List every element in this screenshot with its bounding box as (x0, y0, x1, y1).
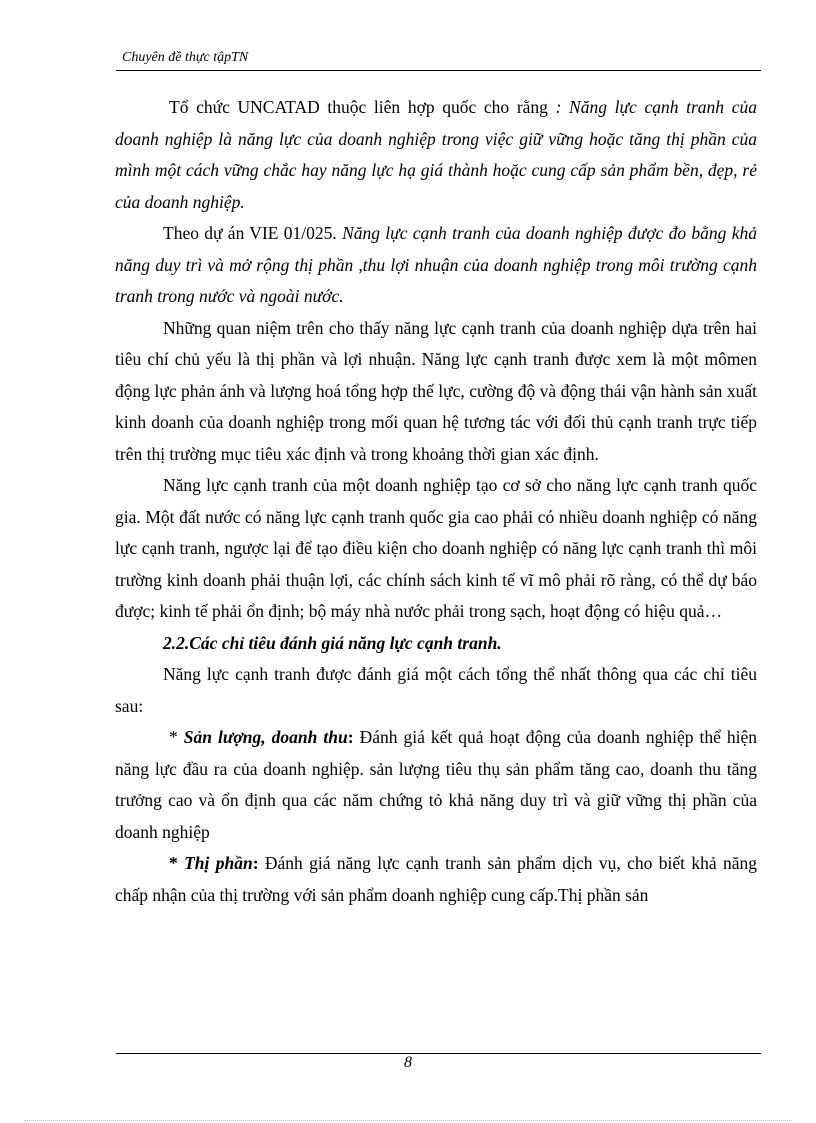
page-number: 8 (404, 1054, 412, 1071)
paragraph-lead: Theo dự án VIE 01/025. (163, 223, 343, 243)
running-header: Chuyên đề thực tậpTN (122, 50, 249, 65)
criterion-market-share (115, 848, 757, 911)
criterion-colon: : (252, 853, 265, 873)
criterion-term: Sản lượng, doanh thu (183, 727, 348, 747)
definition-quote: Năng lực cạnh tranh của doanh nghiệp được đo bằng khả năng duy trì và mở rộng thị phần ,thu lợi nhuận của doanh nghiệp trong môi trường cạnh tranh trong nước và ngoài nước. (115, 223, 757, 306)
header-divider (116, 70, 761, 71)
criterion-output-revenue (115, 722, 757, 848)
criterion-term: Thị phần (184, 853, 253, 873)
paragraph-concepts: Những quan niệm trên cho thấy năng lực cạnh tranh của doanh nghiệp dựa trên hai tiêu chí chủ yếu là thị phần và lợi nhuận. Năng lực cạnh tranh được xem là một mômen động lực phản ánh và lượng hoá tổng hợp thế lực, cường độ và động thái vận hành sản xuất kinh doanh của doanh nghiệp trong mối quan hệ tương tác với đối thủ cạnh tranh trực tiếp trên thị trường mục tiêu xác định và trong khoảng thời gian xác định. (115, 317, 757, 464)
section-heading: 2.2.Các chỉ tiêu đánh giá năng lực cạnh tranh. (163, 632, 502, 653)
paragraph-vie-project (115, 218, 757, 313)
paragraph-criteria-intro: Năng lực cạnh tranh được đánh giá một cách tổng thể nhất thông qua các chỉ tiêu sau: (115, 664, 757, 716)
criterion-text: Đánh giá năng lực cạnh tranh sản phẩm dịch vụ, cho biết khả năng chấp nhận của thị trường với sản phẩm doanh nghiệp cung cấp.Thị phần sản (115, 853, 757, 905)
paragraph-uncatad (115, 92, 757, 218)
definition-quote: : Năng lực cạnh tranh của doanh nghiệp là năng lực của doanh nghiệp trong việc giữ vững hoặc tăng thị phần của mình một cách vững chắc hay năng lực hạ giá thành hoặc cung cấp sản phẩm bền, đẹp, rẻ của doanh nghiệp. (115, 97, 757, 212)
paragraph-national-competitiveness: Năng lực cạnh tranh của một doanh nghiệp tạo cơ sở cho năng lực cạnh tranh quốc gia. Một đất nước có năng lực cạnh tranh quốc gia cao phải có nhiều doanh nghiệp có năng lực cạnh tranh, ngược lại để tạo điều kiện cho doanh nghiệp có năng lực cạnh tranh thì môi trường kinh doanh phải thuận lợi, các chính sách kinh tế vĩ mô phải rõ ràng, có thể dự báo được; kinh tế phải ổn định; bộ máy nhà nước phải trong sạch, hoạt động có hiệu quả… (115, 475, 757, 621)
paragraph-lead: Tổ chức UNCATAD thuộc liên hợp quốc cho rằng (169, 97, 556, 117)
document-body (115, 92, 757, 911)
criterion-colon: : (347, 727, 360, 747)
criterion-text: Đánh giá kết quả hoạt động của doanh nghiệp thể hiện năng lực đầu ra của doanh nghiệp. sản lượng tiêu thụ sản phẩm tăng cao, doanh thu tăng trưởng cao và ổn định qua các năm chứng tỏ khả năng duy trì và giữ vững thị phần của doanh nghiệp (115, 727, 758, 842)
bullet-star: * (169, 853, 185, 873)
page-boundary (24, 1120, 792, 1121)
bullet-star: * (169, 727, 184, 747)
